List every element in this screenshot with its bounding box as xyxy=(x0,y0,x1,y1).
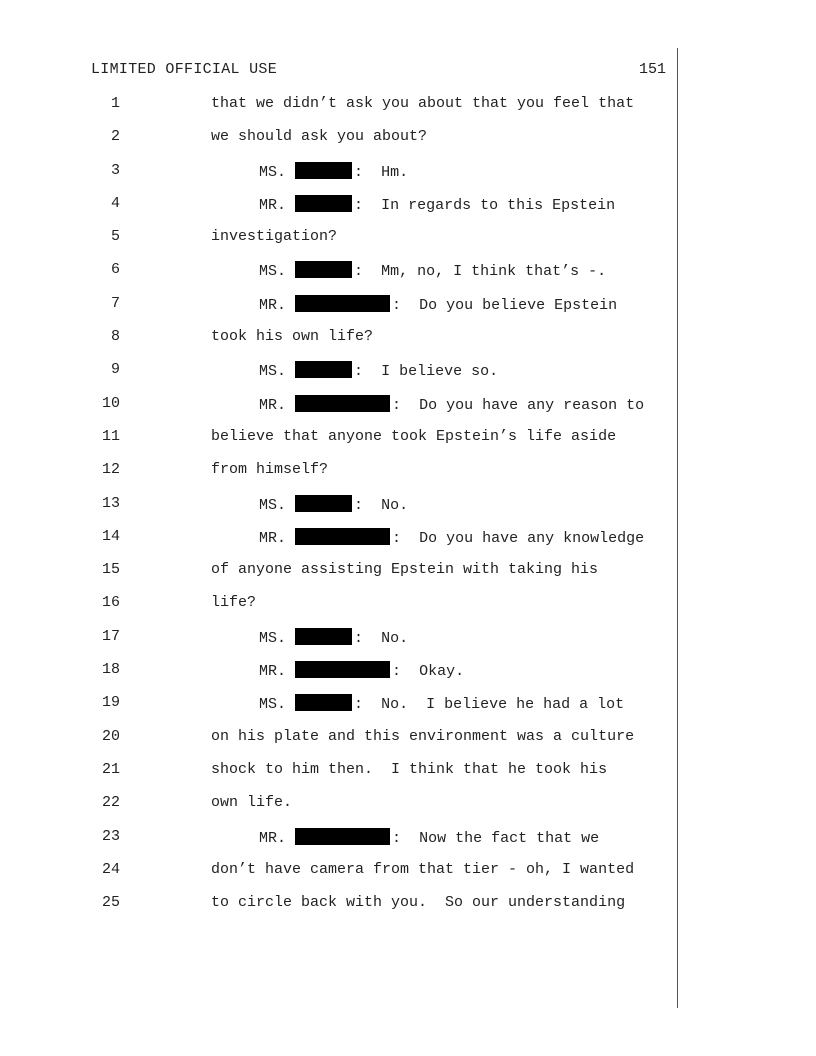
transcript-line xyxy=(0,628,680,661)
transcript-line xyxy=(0,162,680,195)
line-number: 1 xyxy=(110,95,120,112)
page-number: 151 xyxy=(638,61,666,78)
speaker-title: MS. xyxy=(259,496,287,514)
line-number: 10 xyxy=(101,394,120,412)
redaction-box xyxy=(295,528,390,545)
transcript-line xyxy=(0,428,680,461)
speaker-line xyxy=(259,528,644,547)
transcript-line xyxy=(0,228,680,261)
speaker-colon: : xyxy=(392,296,402,314)
speaker-colon: : xyxy=(354,696,364,714)
redaction-box xyxy=(295,261,352,278)
line-number: 11 xyxy=(101,427,120,445)
speaker-title: MS. xyxy=(259,629,287,647)
line-text: to circle back with you. So our understanding xyxy=(211,894,626,912)
speaker-line xyxy=(259,162,408,181)
speaker-title: MR. xyxy=(259,196,287,214)
remark-text: No. I believe he had a lot xyxy=(381,696,625,714)
transcript-line xyxy=(0,495,680,528)
line-number: 7 xyxy=(110,294,120,312)
speaker-line xyxy=(259,828,599,847)
remark-text: In regards to this Epstein xyxy=(381,196,616,214)
line-text: we should ask you about? xyxy=(211,128,428,146)
line-text: from himself? xyxy=(211,461,329,479)
remark-text: Do you have any reason to xyxy=(419,396,645,414)
speaker-title: MR. xyxy=(259,663,287,681)
redaction-box xyxy=(295,295,390,312)
line-number: 9 xyxy=(110,361,120,379)
line-number: 24 xyxy=(101,860,120,878)
speaker-line xyxy=(259,495,408,514)
speaker-line xyxy=(259,261,606,280)
line-text: life? xyxy=(211,594,257,612)
line-text: that we didn’t ask you about that you feel that xyxy=(211,95,635,112)
line-text: own life. xyxy=(211,794,293,812)
line-number: 6 xyxy=(110,261,120,279)
line-number: 17 xyxy=(101,627,120,645)
speaker-colon: : xyxy=(354,363,364,381)
transcript-line xyxy=(0,561,680,594)
speaker-colon: : xyxy=(354,629,364,647)
redaction-box xyxy=(295,195,352,212)
transcript-line xyxy=(0,95,680,128)
remark-text: No. xyxy=(381,496,409,514)
speaker-colon: : xyxy=(392,529,402,547)
speaker-colon: : xyxy=(354,263,364,281)
speaker-title: MR. xyxy=(259,296,287,314)
redaction-box xyxy=(295,661,390,678)
speaker-title: MR. xyxy=(259,396,287,414)
transcript-line xyxy=(0,261,680,294)
speaker-line xyxy=(259,195,615,214)
remark-text: Do you believe Epstein xyxy=(419,296,618,314)
line-number: 23 xyxy=(101,827,120,845)
transcript-line xyxy=(0,894,680,927)
redaction-box xyxy=(295,628,352,645)
line-number: 19 xyxy=(101,694,120,712)
line-text: of anyone assisting Epstein with taking his xyxy=(211,561,599,579)
speaker-colon: : xyxy=(392,829,402,847)
speaker-title: MR. xyxy=(259,829,287,847)
line-number: 8 xyxy=(110,328,120,346)
redaction-box xyxy=(295,361,352,378)
speaker-line xyxy=(259,694,624,713)
speaker-line xyxy=(259,395,644,414)
transcript-line xyxy=(0,528,680,561)
transcript-line xyxy=(0,361,680,394)
remark-text: I believe so. xyxy=(381,363,499,381)
speaker-colon: : xyxy=(354,196,364,214)
line-number: 3 xyxy=(110,161,120,179)
speaker-line xyxy=(259,361,498,380)
remark-text: Mm, no, I think that’s -. xyxy=(381,263,607,281)
speaker-title: MS. xyxy=(259,263,287,281)
transcript-line xyxy=(0,461,680,494)
line-number: 15 xyxy=(101,561,120,579)
line-number: 20 xyxy=(101,727,120,745)
redaction-box xyxy=(295,694,352,711)
line-number: 25 xyxy=(101,894,120,912)
line-number: 18 xyxy=(101,661,120,679)
line-text: don’t have camera from that tier - oh, I wanted xyxy=(211,860,635,878)
speaker-title: MS. xyxy=(259,363,287,381)
speaker-colon: : xyxy=(392,396,402,414)
redaction-box xyxy=(295,495,352,512)
remark-text: Do you have any knowledge xyxy=(419,529,645,547)
speaker-line xyxy=(259,661,464,680)
redaction-box xyxy=(295,162,352,179)
transcript-lines xyxy=(0,95,680,927)
transcript-line xyxy=(0,828,680,861)
line-number: 5 xyxy=(110,228,120,246)
remark-text: Okay. xyxy=(419,663,465,681)
transcript-line xyxy=(0,128,680,161)
transcript-line xyxy=(0,295,680,328)
line-number: 16 xyxy=(101,594,120,612)
line-number: 22 xyxy=(101,794,120,812)
line-number: 21 xyxy=(101,760,120,778)
line-text: investigation? xyxy=(211,228,338,246)
classification-header: LIMITED OFFICIAL USE xyxy=(91,61,278,78)
transcript-line xyxy=(0,328,680,361)
line-number: 14 xyxy=(101,527,120,545)
redaction-box xyxy=(295,828,390,845)
redaction-box xyxy=(295,395,390,412)
transcript-line xyxy=(0,861,680,894)
line-number: 2 xyxy=(110,128,120,146)
transcript-line xyxy=(0,761,680,794)
transcript-line xyxy=(0,195,680,228)
line-text: shock to him then. I think that he took his xyxy=(211,760,608,778)
speaker-line xyxy=(259,628,408,647)
transcript-line xyxy=(0,661,680,694)
line-text: believe that anyone took Epstein’s life aside xyxy=(211,427,617,445)
speaker-title: MS. xyxy=(259,696,287,714)
speaker-colon: : xyxy=(392,663,402,681)
remark-text: Hm. xyxy=(381,163,409,181)
line-number: 12 xyxy=(101,461,120,479)
transcript-line xyxy=(0,594,680,627)
remark-text: Now the fact that we xyxy=(419,829,600,847)
speaker-title: MR. xyxy=(259,529,287,547)
transcript-line xyxy=(0,794,680,827)
remark-text: No. xyxy=(381,629,409,647)
transcript-line xyxy=(0,395,680,428)
speaker-title: MS. xyxy=(259,163,287,181)
transcript-line xyxy=(0,728,680,761)
speaker-colon: : xyxy=(354,496,364,514)
line-number: 4 xyxy=(110,194,120,212)
speaker-colon: : xyxy=(354,163,364,181)
line-text: on his plate and this environment was a culture xyxy=(211,727,635,745)
line-number: 13 xyxy=(101,494,120,512)
speaker-line xyxy=(259,295,617,314)
transcript-line xyxy=(0,694,680,727)
line-text: took his own life? xyxy=(211,328,374,346)
